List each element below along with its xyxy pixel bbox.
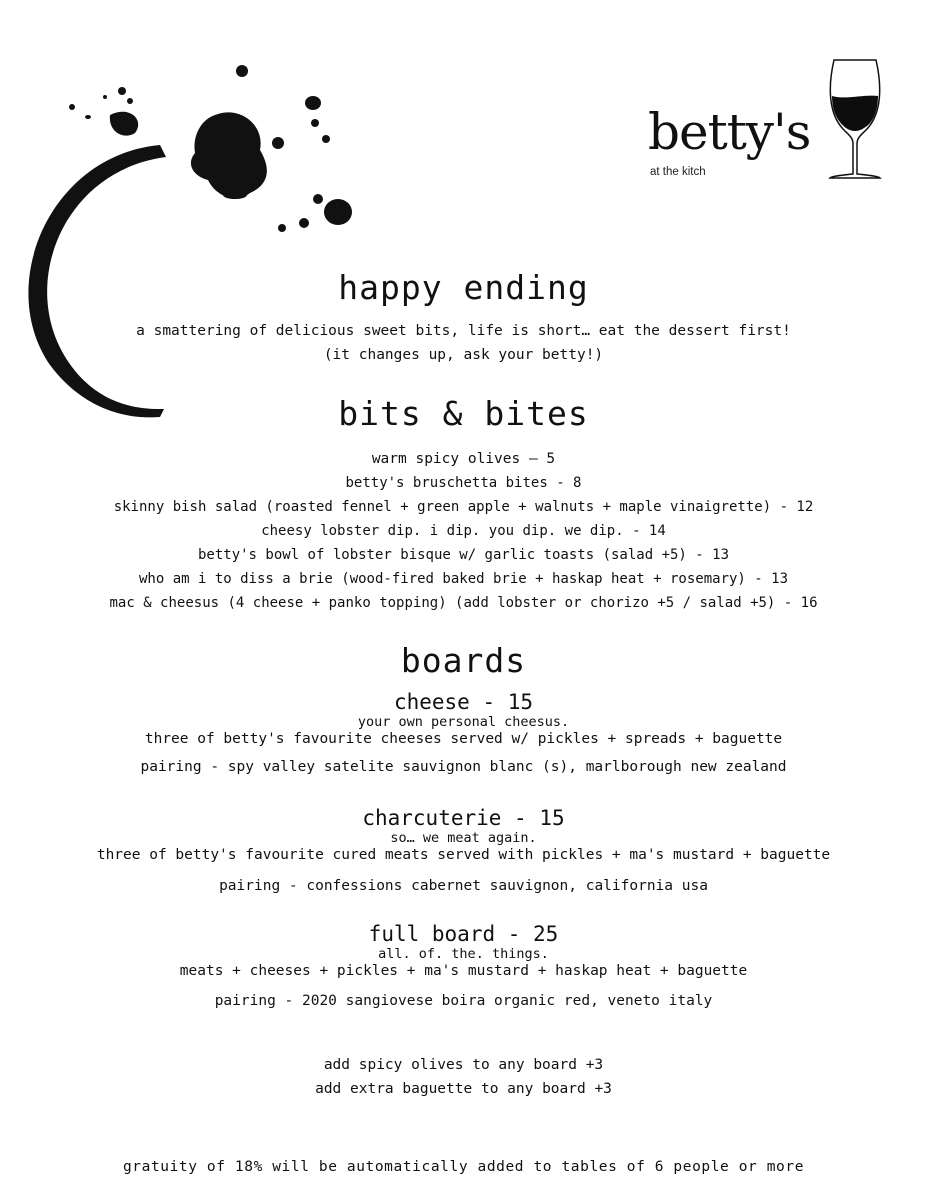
board-description: three of betty's favourite cheeses served w/ pickles + spreads + baguette xyxy=(144,731,783,747)
ink-splash-icon xyxy=(10,55,370,435)
board-description: meats + cheeses + pickles + ma's mustard + haskap heat + baguette xyxy=(179,963,748,979)
logo-tagline: at the kitch xyxy=(650,166,706,178)
board-addon: add spicy olives to any board +3 xyxy=(323,1057,604,1073)
board-pairing: pairing - confessions cabernet sauvignon, california usa xyxy=(219,878,708,894)
board-tagline: all. of. the. things. xyxy=(378,946,549,962)
menu-item: betty's bruschetta bites - 8 xyxy=(345,475,582,491)
board-name-charcuterie: charcuterie - 15 xyxy=(362,806,565,830)
board-pairing: pairing - spy valley satelite sauvignon blanc (s), marlborough new zealand xyxy=(140,759,787,775)
menu-item: mac & cheesus (4 cheese + panko topping) (add lobster or chorizo +5 / salad +5) - 16 xyxy=(109,595,818,611)
happy-ending-line-2: (it changes up, ask your betty!) xyxy=(323,347,604,363)
board-name-cheese: cheese - 15 xyxy=(393,690,534,714)
happy-ending-line-1: a smattering of delicious sweet bits, life is short… eat the dessert first! xyxy=(136,323,791,339)
board-tagline: so… we meat again. xyxy=(390,830,537,846)
menu-item: skinny bish salad (roasted fennel + green apple + walnuts + maple vinaigrette) - 12 xyxy=(113,499,814,515)
board-name-full-board: full board - 25 xyxy=(368,922,559,946)
menu-item: who am i to diss a brie (wood-fired baked brie + haskap heat + rosemary) - 13 xyxy=(138,571,788,587)
board-pairing: pairing - 2020 sangiovese boira organic red, veneto italy xyxy=(214,993,713,1009)
board-description: three of betty's favourite cured meats served with pickles + ma's mustard + baguette xyxy=(96,847,831,863)
board-tagline: your own personal cheesus. xyxy=(357,714,570,730)
bits-bites-title: bits & bites xyxy=(338,394,589,433)
logo-wordmark: betty's xyxy=(648,103,811,161)
menu-item: betty's bowl of lobster bisque w/ garlic toasts (salad +5) - 13 xyxy=(197,547,729,563)
menu-item: warm spicy olives – 5 xyxy=(371,451,556,467)
board-addon: add extra baguette to any board +3 xyxy=(315,1081,612,1097)
boards-title: boards xyxy=(400,641,527,680)
happy-ending-title: happy ending xyxy=(338,268,589,307)
gratuity-note: gratuity of 18% will be automatically added to tables of 6 people or more xyxy=(122,1159,805,1175)
menu-item: cheesy lobster dip. i dip. you dip. we dip. - 14 xyxy=(261,523,666,539)
wine-glass-icon xyxy=(826,56,884,182)
